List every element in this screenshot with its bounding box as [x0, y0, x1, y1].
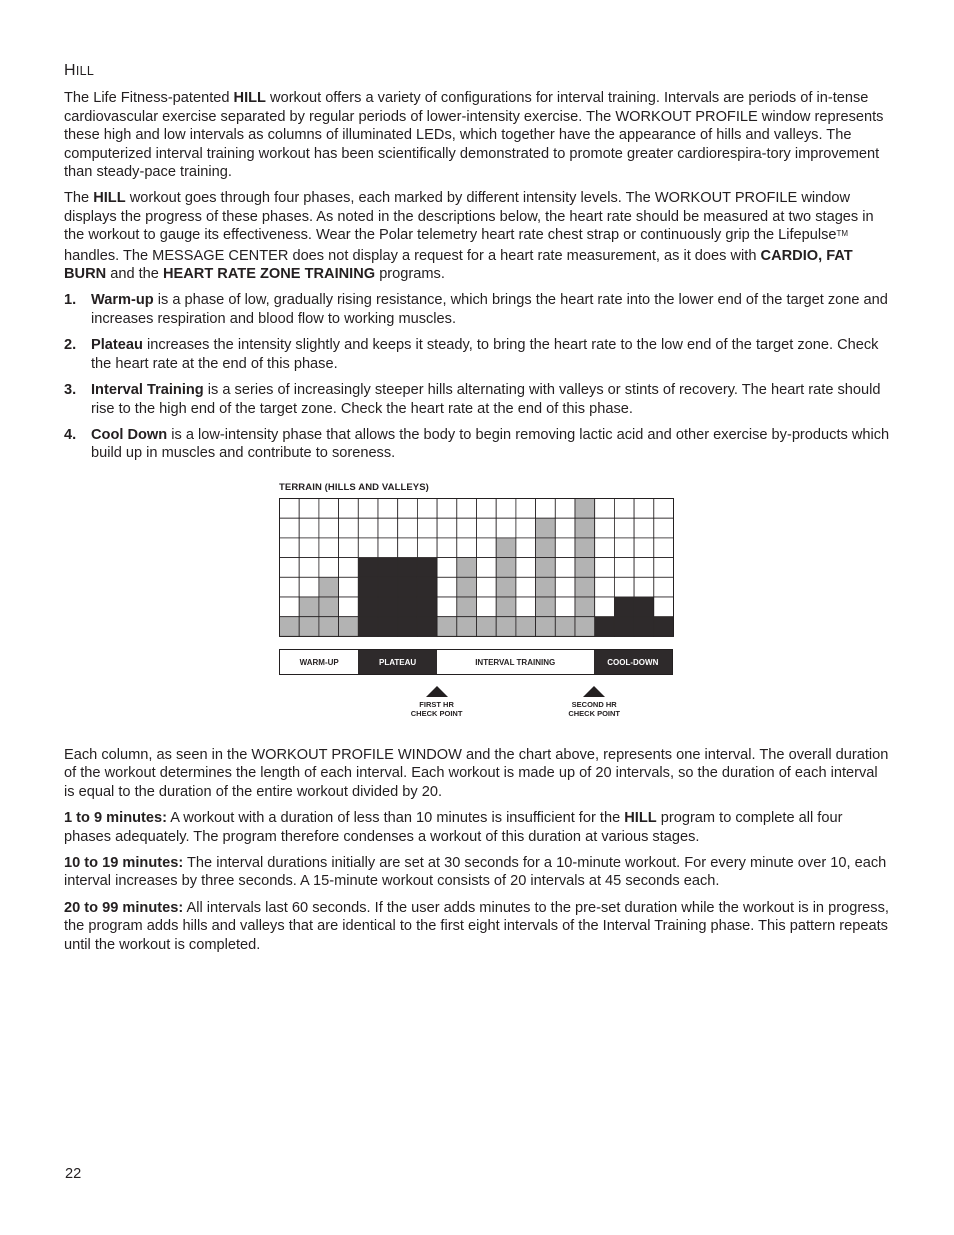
checkpoint-label-2: SECOND HR CHECK POINT	[568, 700, 621, 718]
terrain-empty-cell	[654, 558, 674, 578]
terrain-empty-cell	[595, 558, 615, 578]
terrain-empty-cell	[378, 518, 398, 538]
terrain-bar-cell	[378, 558, 398, 578]
terrain-empty-cell	[595, 538, 615, 558]
body-paragraph-20-to-99: 20 to 99 minutes: All intervals last 60 seconds. If the user adds minutes to the pre-set duration while the workout is in progress, the program adds hills and valleys that are identical to the first eight intervals of the Interval Training phase. This pattern repeats until the workout is completed.	[64, 899, 889, 953]
terrain-empty-cell	[378, 499, 398, 519]
terrain-empty-cell	[280, 499, 300, 519]
terrain-empty-cell	[614, 538, 634, 558]
phase-item-interval-training: 3. Interval Training is a series of increasingly steeper hills alternating with valleys or stints of recovery. The heart rate should rise to the high end of the target zone. Check the heart rate at the end of this phase.	[64, 382, 881, 417]
terrain-empty-cell	[299, 577, 319, 597]
terrain-empty-cell	[339, 518, 359, 538]
terrain-empty-cell	[417, 538, 437, 558]
terrain-bar-cell	[496, 558, 516, 578]
terrain-bar-cell	[319, 617, 339, 637]
terrain-empty-cell	[496, 499, 516, 519]
terrain-empty-cell	[634, 577, 654, 597]
terrain-empty-cell	[477, 558, 497, 578]
terrain-empty-cell	[516, 499, 536, 519]
terrain-empty-cell	[319, 499, 339, 519]
terrain-bar-cell	[575, 538, 595, 558]
phase-bar	[279, 649, 673, 675]
terrain-empty-cell	[654, 577, 674, 597]
terrain-empty-cell	[437, 597, 457, 617]
terrain-empty-cell	[477, 538, 497, 558]
checkpoint-arrow-icon	[426, 686, 448, 697]
terrain-bar-cell	[280, 617, 300, 637]
intro-paragraph-2: The HILL workout goes through four phases, each marked by different intensity levels. The WORKOUT PROFILE window displays the progress of these phases. As noted in the descriptions below, the heart rate should be measured at two stages in the workout to gauge its effectiveness. Wear the Polar telemetry heart rate chest strap or continuously grip the Lifepulse™ handles. The MESSAGE CENTER does not display a request for a heart rate measurement, as it does with CARDIO, FAT BURN and the HEART RATE ZONE TRAINING programs.	[64, 190, 874, 283]
terrain-empty-cell	[437, 499, 457, 519]
phase-item-cool-down: 4. Cool Down is a low-intensity phase that allows the body to begin removing lactic acid and other exercise by-products which build up in muscles and contribute to soreness.	[64, 426, 890, 462]
terrain-bar-cell	[358, 558, 378, 578]
terrain-bar-cell	[575, 617, 595, 637]
terrain-empty-cell	[555, 597, 575, 617]
body-paragraph-1-to-9: 1 to 9 minutes: A workout with a duration of less than 10 minutes is insufficient for the HILL program to complete all four phases adequately. The program therefore condenses a workout of this duration at various stages.	[64, 810, 843, 845]
terrain-bar-cell	[575, 597, 595, 617]
terrain-empty-cell	[398, 538, 418, 558]
main-content	[64, 62, 890, 471]
terrain-empty-cell	[477, 597, 497, 617]
body-paragraph-columns: Each column, as seen in the WORKOUT PROFILE WINDOW and the chart above, represents one interval. The overall duration of the workout determines the length of each interval. Each workout is made up of 20 intervals, so the duration of each interval is equal to the duration of the entire workout divided by 20.	[64, 747, 889, 800]
terrain-bar-cell	[417, 617, 437, 637]
checkpoint-label-1: FIRST HR CHECK POINT	[410, 700, 463, 718]
terrain-empty-cell	[477, 499, 497, 519]
terrain-bar-cell	[299, 597, 319, 617]
terrain-bar-cell	[634, 597, 654, 617]
terrain-empty-cell	[477, 518, 497, 538]
terrain-empty-cell	[555, 518, 575, 538]
workout-profile-figure	[279, 480, 679, 725]
terrain-empty-cell	[516, 538, 536, 558]
terrain-empty-cell	[339, 597, 359, 617]
terrain-empty-cell	[555, 558, 575, 578]
terrain-empty-cell	[339, 558, 359, 578]
terrain-bar-cell	[358, 597, 378, 617]
terrain-empty-cell	[555, 499, 575, 519]
terrain-bar-cell	[457, 577, 477, 597]
phase-segment-warm-up: WARM-UP	[280, 650, 358, 674]
body-paragraph-10-to-19: 10 to 19 minutes: The interval durations initially are set at 30 seconds for a 10-minute workout. For every minute over 10, each interval increases by three seconds. A 15-minute workout consists of 20 intervals at 45 seconds each.	[64, 855, 887, 890]
terrain-bar-cell	[536, 558, 556, 578]
terrain-empty-cell	[634, 558, 654, 578]
terrain-empty-cell	[280, 577, 300, 597]
terrain-bar-cell	[457, 558, 477, 578]
terrain-bar-cell	[536, 538, 556, 558]
terrain-bar-cell	[496, 577, 516, 597]
terrain-empty-cell	[457, 499, 477, 519]
terrain-empty-cell	[378, 538, 398, 558]
terrain-bar-cell	[417, 597, 437, 617]
phase-item-warm-up: 1. Warm-up is a phase of low, gradually rising resistance, which brings the heart rate into the lower end of the target zone and increases respiration and blood flow to working muscles.	[64, 292, 888, 327]
terrain-bar-cell	[575, 499, 595, 519]
terrain-empty-cell	[299, 518, 319, 538]
terrain-empty-cell	[437, 577, 457, 597]
terrain-empty-cell	[634, 518, 654, 538]
terrain-bar-cell	[575, 577, 595, 597]
phase-list	[64, 291, 890, 462]
terrain-bar-cell	[496, 597, 516, 617]
terrain-empty-cell	[457, 538, 477, 558]
terrain-bar-cell	[319, 577, 339, 597]
terrain-empty-cell	[280, 558, 300, 578]
terrain-empty-cell	[614, 518, 634, 538]
terrain-empty-cell	[437, 558, 457, 578]
terrain-empty-cell	[595, 499, 615, 519]
terrain-empty-cell	[634, 538, 654, 558]
terrain-empty-cell	[595, 597, 615, 617]
terrain-empty-cell	[457, 518, 477, 538]
terrain-empty-cell	[614, 499, 634, 519]
terrain-empty-cell	[280, 518, 300, 538]
terrain-empty-cell	[516, 518, 536, 538]
phase-segment-cool-down: COOL-DOWN	[594, 650, 672, 674]
lower-content	[64, 746, 890, 962]
terrain-grid	[279, 498, 675, 638]
terrain-empty-cell	[299, 538, 319, 558]
terrain-empty-cell	[516, 597, 536, 617]
terrain-bar-cell	[358, 617, 378, 637]
terrain-bar-cell	[536, 597, 556, 617]
terrain-empty-cell	[654, 538, 674, 558]
terrain-empty-cell	[437, 538, 457, 558]
terrain-empty-cell	[319, 538, 339, 558]
terrain-empty-cell	[614, 558, 634, 578]
terrain-empty-cell	[654, 499, 674, 519]
terrain-bar-cell	[437, 617, 457, 637]
terrain-bar-cell	[536, 518, 556, 538]
terrain-bar-cell	[378, 577, 398, 597]
terrain-bar-cell	[358, 577, 378, 597]
terrain-empty-cell	[358, 499, 378, 519]
terrain-empty-cell	[555, 538, 575, 558]
terrain-empty-cell	[339, 577, 359, 597]
page-number: 22	[65, 1166, 82, 1182]
section-heading: HILL	[64, 62, 95, 79]
intro-paragraph-1: The Life Fitness-patented HILL workout offers a variety of configurations for interval training. Intervals are periods of in-tense cardiovascular exercise separated by regular periods of lower-intensity exercise. The WORKOUT PROFILE window represents these high and low intervals as columns of illuminated LEDs, which together have the appearance of hills and valleys. The computerized interval training workout has been scientifically demonstrated to promote greater cardiorespira-tory improvement than steady-pace training.	[64, 90, 884, 181]
terrain-empty-cell	[299, 558, 319, 578]
terrain-empty-cell	[319, 558, 339, 578]
terrain-empty-cell	[516, 577, 536, 597]
terrain-bar-cell	[378, 597, 398, 617]
terrain-empty-cell	[417, 518, 437, 538]
terrain-bar-cell	[496, 617, 516, 637]
checkpoint-arrow-icon	[583, 686, 605, 697]
terrain-empty-cell	[536, 499, 556, 519]
terrain-bar-cell	[417, 558, 437, 578]
terrain-empty-cell	[634, 499, 654, 519]
terrain-empty-cell	[477, 577, 497, 597]
terrain-empty-cell	[437, 518, 457, 538]
terrain-bar-cell	[654, 617, 674, 637]
terrain-empty-cell	[358, 538, 378, 558]
terrain-bar-cell	[477, 617, 497, 637]
terrain-empty-cell	[555, 577, 575, 597]
terrain-bar-cell	[398, 597, 418, 617]
phase-segment-plateau: PLATEAU	[358, 650, 436, 674]
terrain-bar-cell	[595, 617, 615, 637]
terrain-bar-cell	[536, 617, 556, 637]
terrain-empty-cell	[516, 558, 536, 578]
terrain-bar-cell	[575, 518, 595, 538]
terrain-empty-cell	[654, 518, 674, 538]
terrain-empty-cell	[417, 499, 437, 519]
phase-segment-interval: INTERVAL TRAINING	[437, 650, 594, 674]
terrain-empty-cell	[339, 499, 359, 519]
terrain-bar-cell	[634, 617, 654, 637]
terrain-bar-cell	[339, 617, 359, 637]
trademark-mark: TM	[836, 229, 849, 239]
terrain-empty-cell	[280, 597, 300, 617]
terrain-empty-cell	[339, 538, 359, 558]
terrain-bar-cell	[299, 617, 319, 637]
terrain-bar-cell	[398, 577, 418, 597]
terrain-bar-cell	[398, 617, 418, 637]
terrain-bar-cell	[614, 617, 634, 637]
terrain-empty-cell	[614, 577, 634, 597]
terrain-empty-cell	[654, 597, 674, 617]
phase-item-plateau: 2. Plateau increases the intensity slightly and keeps it steady, to bring the heart rate to the low end of the target zone. Check the heart rate at the end of this phase.	[64, 337, 879, 372]
chart-title: TERRAIN (HILLS AND VALLEYS)	[279, 482, 429, 493]
terrain-bar-cell	[457, 597, 477, 617]
terrain-empty-cell	[595, 577, 615, 597]
terrain-bar-cell	[457, 617, 477, 637]
terrain-bar-cell	[575, 558, 595, 578]
terrain-empty-cell	[595, 518, 615, 538]
terrain-bar-cell	[378, 617, 398, 637]
terrain-empty-cell	[398, 499, 418, 519]
terrain-bar-cell	[536, 577, 556, 597]
terrain-empty-cell	[319, 518, 339, 538]
terrain-empty-cell	[496, 518, 516, 538]
terrain-bar-cell	[417, 577, 437, 597]
terrain-bar-cell	[496, 538, 516, 558]
terrain-bar-cell	[555, 617, 575, 637]
terrain-empty-cell	[398, 518, 418, 538]
terrain-empty-cell	[299, 499, 319, 519]
terrain-empty-cell	[358, 518, 378, 538]
terrain-bar-cell	[614, 597, 634, 617]
terrain-empty-cell	[280, 538, 300, 558]
terrain-bar-cell	[516, 617, 536, 637]
terrain-bar-cell	[319, 597, 339, 617]
terrain-bar-cell	[398, 558, 418, 578]
